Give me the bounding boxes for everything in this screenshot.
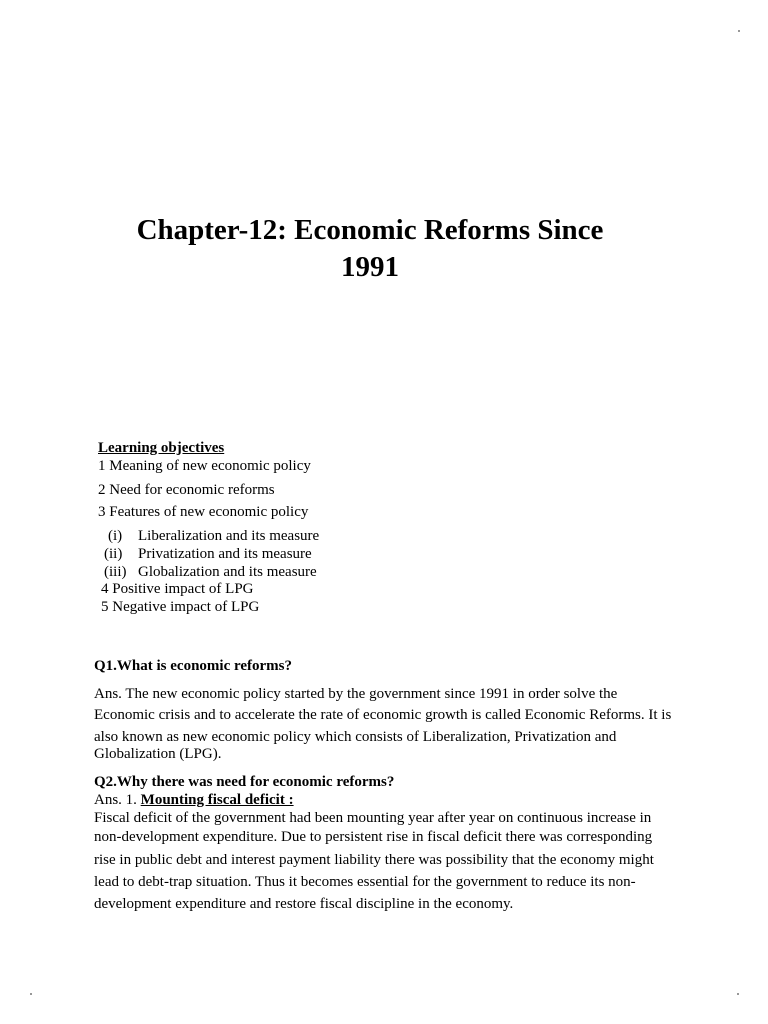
subitem-number: (iii) — [104, 564, 127, 580]
objective-item: 2 Need for economic reforms — [98, 482, 275, 498]
answer-2-line: development expenditure and restore fiscal discipline in the economy. — [94, 896, 514, 912]
question-1: Q1.What is economic reforms? — [94, 658, 293, 674]
corner-mark — [738, 30, 740, 32]
corner-mark — [30, 993, 32, 995]
answer-2-line: lead to debt-trap situation. Thus it becomes essential for the government to reduce its non- — [94, 874, 636, 890]
objectives-heading: Learning objectives — [98, 440, 225, 456]
objective-subitem — [104, 563, 317, 581]
answer-1-line: Ans. The new economic policy started by the government since 1991 in order solve the — [94, 686, 618, 702]
chapter-title — [110, 212, 630, 286]
answer-1-line: Economic crisis and to accelerate the rate of economic growth is called Economic Reforms. It is — [94, 707, 672, 723]
answer-2-heading: Mounting fiscal deficit : — [140, 792, 294, 808]
answer-1-line: Globalization (LPG). — [94, 746, 222, 762]
subitem-text: Globalization and its measure — [138, 564, 317, 580]
answer-2-prefix: Ans. 1. — [94, 792, 137, 808]
chapter-title-line1: Chapter-12: Economic Reforms Since — [136, 214, 604, 246]
objective-item: 3 Features of new economic policy — [98, 504, 309, 520]
answer-2-line: non-development expenditure. Due to persistent rise in fiscal deficit there was corresponding — [94, 829, 653, 845]
subitem-number: (ii) — [104, 546, 123, 562]
objective-item: 5 Negative impact of LPG — [101, 599, 260, 615]
objective-subitem — [104, 545, 312, 563]
objective-item: 1 Meaning of new economic policy — [98, 458, 311, 474]
subitem-text: Liberalization and its measure — [138, 528, 320, 544]
subitem-number: (i) — [108, 528, 123, 544]
question-2: Q2.Why there was need for economic reforms? — [94, 774, 395, 790]
answer-1-line: also known as new economic policy which consists of Liberalization, Privatization and — [94, 729, 617, 745]
chapter-title-line2: 1991 — [341, 251, 399, 283]
answer-2-line: Fiscal deficit of the government had been mounting year after year on continuous increase in — [94, 810, 652, 826]
subitem-text: Privatization and its measure — [138, 546, 312, 562]
objective-subitem — [104, 527, 319, 545]
objective-item: 4 Positive impact of LPG — [101, 581, 254, 597]
corner-mark — [737, 993, 739, 995]
answer-2-line: rise in public debt and interest payment liability there was possibility that the economy might — [94, 852, 654, 868]
answer-2-heading-line — [94, 791, 294, 809]
